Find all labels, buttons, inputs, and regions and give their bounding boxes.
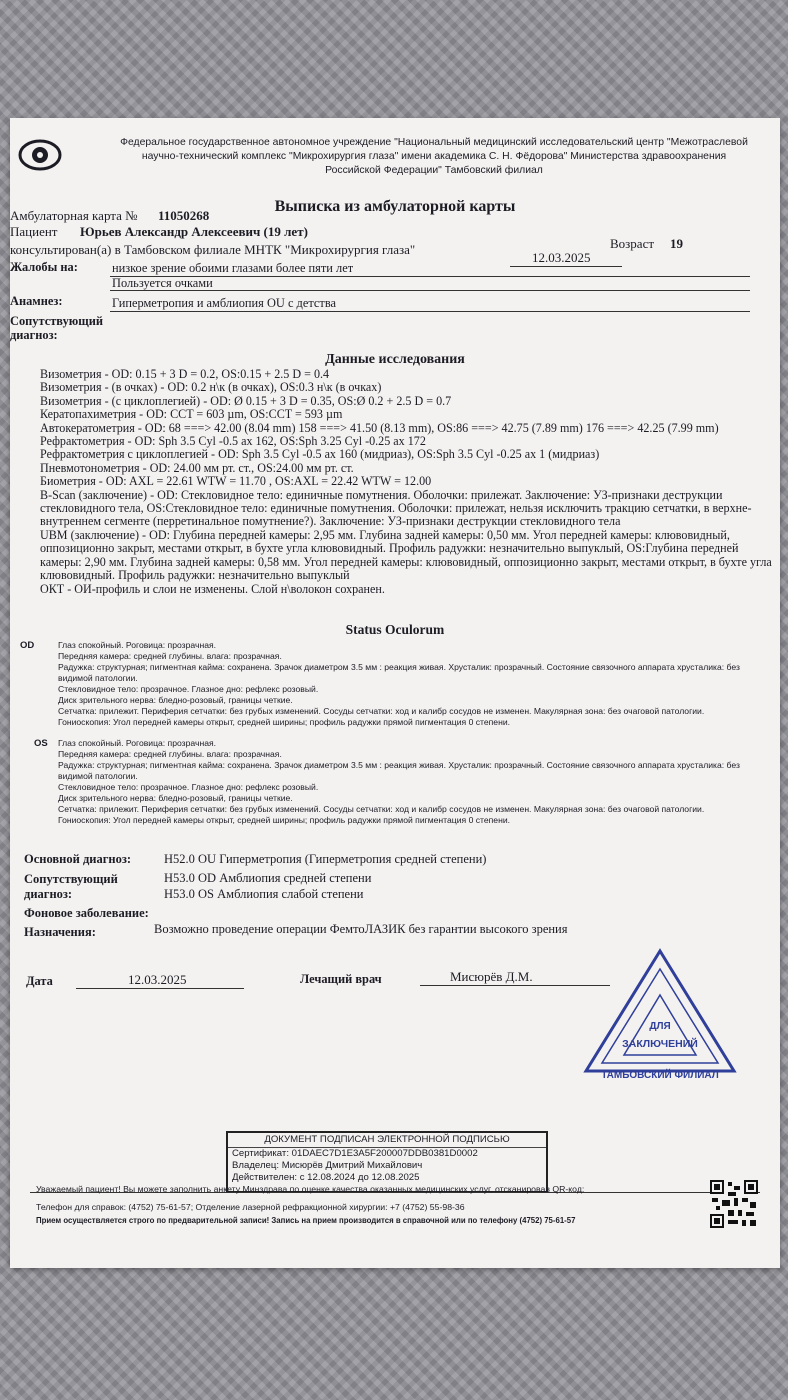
exam-autokeratometry: Автокератометрия - OD: 68 ===> 42.00 (8.04 mm) 158 ===> 41.50 (8.13 mm), OS:86 ===> 42.75 (7.89 mm) 176 ===> 42.25 (7.99 mm)	[40, 420, 719, 435]
age-label: Возраст	[610, 236, 655, 251]
date-underline	[76, 988, 244, 989]
os-line: Передняя камера: средней глубины. влага: прозрачная.	[58, 749, 282, 759]
comorbid-label-2: диагноз:	[10, 328, 58, 342]
signature-certificate: Сертификат: 01DAEC7D1E3A5F200007DDB0381D0002	[232, 1148, 478, 1159]
signature-valid: Действителен: с 12.08.2024 до 12.08.2025	[232, 1172, 420, 1183]
anamnesis-text: Гиперметропия и амблиопия OU с детства	[112, 296, 337, 310]
exam-lines	[40, 368, 775, 596]
org-line-3: Российской Федерации" Тамбовский филиал	[325, 165, 543, 176]
organization-header	[90, 136, 778, 178]
os-line: Диск зрительного нерва: бледно-розовый, границы четкие.	[58, 793, 293, 803]
od-line: Стекловидное тело: прозрачное. Глазное дно: рефлекс розовый.	[58, 684, 319, 694]
exam-visometry-cycloplegia: Визометрия - (с циклоплегией) - OD: Ø 0.15 + 3 D = 0.35, OS:Ø 0.2 + 2.5 D = 0.7	[40, 393, 452, 408]
complaint-underline-2	[110, 290, 750, 291]
od-line: Гониоскопия: Угол передней камеры открыт, средней ширины; профиль радужки прямой пигментация 0 степени.	[58, 717, 511, 727]
exam-visometry: Визометрия - OD: 0.15 + 3 D = 0.2, OS:0.15 + 2.5 D = 0.4	[40, 367, 330, 381]
age-value: 19	[670, 236, 683, 251]
signature-heading: ДОКУМЕНТ ПОДПИСАН ЭЛЕКТРОННОЙ ПОДПИСЬЮ	[228, 1133, 546, 1148]
date-label: Дата	[26, 974, 53, 988]
status-oculorum-title: Status Oculorum	[345, 622, 445, 637]
prescription-label: Назначения:	[24, 925, 96, 939]
od-line: Глаз спокойный. Роговица: прозрачная.	[58, 640, 217, 650]
complaints-label: Жалобы на:	[10, 260, 78, 274]
consult-date-underline	[510, 266, 622, 267]
os-line: Радужка: структурная; пигментная кайма: сохранена. Зрачок диаметром 3.5 мм : реакция живая. Хрусталик: прозрачный. Состояние связочного аппарата хрусталика: без видимой патологии.	[58, 760, 740, 781]
signature-owner: Владелец: Мисюрёв Дмитрий Михайлович	[232, 1160, 423, 1171]
od-label: OD	[20, 640, 35, 651]
exam-visometry-glasses: Визометрия - (в очках) - OD: 0.2 н\к (в очках), OS:0.3 н\к (в очках)	[40, 380, 382, 395]
patient-label: Пациент	[10, 224, 58, 239]
main-diagnosis: H52.0 OU Гиперметропия (Гиперметропия средней степени)	[164, 852, 487, 866]
stamp-line-2: ЗАКЛЮЧЕНИЙ	[622, 1038, 698, 1050]
comorbid-diagnosis-label-1: Сопутствующий	[24, 872, 118, 886]
od-line: Диск зрительного нерва: бледно-розовый, границы четкие.	[58, 695, 293, 705]
os-label: OS	[34, 738, 48, 749]
footer-line-3: Прием осуществляется строго по предварительной записи! Запись на прием производится в справочной или по телефону (4752) 75-61-57	[36, 1216, 576, 1225]
complaint-line-2: Пользуется очками	[112, 276, 213, 290]
official-stamp	[580, 943, 740, 1083]
exam-refractometry: Рефрактометрия - OD: Sph 3.5 Cyl -0.5 ax 162, OS:Sph 3.25 Cyl -0.25 ax 172	[40, 434, 426, 449]
eye-logo-icon	[18, 138, 62, 172]
comorbid-diagnosis-label-2: диагноз:	[24, 887, 73, 901]
org-line-1: Федеральное государственное автономное учреждение "Национальный медицинский исследовательский центр "Межотраслевой	[120, 137, 748, 148]
qr-code-icon[interactable]	[710, 1180, 758, 1228]
stamp-line-3: ТАМБОВСКИЙ ФИЛИАЛ	[601, 1070, 719, 1081]
os-line: Стекловидное тело: прозрачное. Глазное дно: рефлекс розовый.	[58, 782, 319, 792]
prescription-text: Возможно проведение операции ФемтоЛАЗИК без гарантии высокого зрения	[154, 922, 568, 936]
footer-line-2: Телефон для справок: (4752) 75-61-57; Отделение лазерной рефракционной хирургии: +7 (4752) 55-98-36	[36, 1202, 465, 1212]
comorbid-diagnosis-2: H53.0 OS Амблиопия слабой степени	[164, 887, 364, 901]
footer-line-1: Уважаемый пациент! Вы можете заполнить анкету Минздрава по оценке качества оказанных медицинских услуг, отсканировав QR-код:	[36, 1184, 585, 1194]
footer	[36, 1182, 696, 1228]
signoff-date: 12.03.2025	[128, 972, 187, 987]
exam-section-title: Данные исследования	[325, 352, 465, 367]
complaint-line-1: низкое зрение обоими глазами более пяти лет	[112, 261, 354, 275]
od-line: Сетчатка: прилежит. Периферия сетчатки: без грубых изменений. Сосуды сетчатки: ход и калибр сосудов не изменен. Макулярная зона: без очаговой патологии.	[58, 706, 705, 716]
status-od-block	[20, 640, 772, 728]
consulted-text: консультирован(а) в Тамбовском филиале МНТК "Микрохирургия глаза"	[10, 242, 416, 257]
anamnesis-underline	[110, 311, 750, 312]
card-number: 11050268	[158, 208, 210, 223]
anamnesis-label: Анамнез:	[10, 294, 63, 308]
card-label: Амбулаторная карта №	[10, 208, 138, 223]
os-line: Гониоскопия: Угол передней камеры открыт, средней ширины; профиль радужки прямой пигментация 0 степени.	[58, 815, 511, 825]
od-line: Радужка: структурная; пигментная кайма: сохранена. Зрачок диаметром 3.5 мм : реакция живая. Хрусталик: прозрачный. Состояние связочного аппарата хрусталика: без видимой патологии.	[58, 662, 740, 683]
org-line-2: научно-технический комплекс "Микрохирургия глаза" имени академика С. Н. Фёдорова" Министерства здравоохранения	[141, 151, 727, 162]
exam-oct: ОКТ - ОИ-профиль и слои не изменены. Слой н\волокон сохранен.	[40, 581, 385, 596]
background-disease-label: Фоновое заболевание:	[24, 906, 149, 920]
os-line: Сетчатка: прилежит. Периферия сетчатки: без грубых изменений. Сосуды сетчатки: ход и калибр сосудов не изменен. Макулярная зона: без очаговой патологии.	[58, 804, 705, 814]
main-diagnosis-label: Основной диагноз:	[24, 852, 132, 866]
patient-name: Юрьев Александр Алексеевич (19 лет)	[80, 224, 308, 239]
os-line: Глаз спокойный. Роговица: прозрачная.	[58, 738, 217, 748]
document-sheet	[10, 118, 780, 1268]
document-title: Выписка из амбулаторной карты	[274, 198, 516, 215]
exam-refractometry-cycloplegia: Рефрактометрия с циклоплегией - OD: Sph 3.5 Cyl -0.5 ax 160 (мидриаз), OS:Sph 3.5 Cyl -0.25 ax 1 (мидриаз)	[40, 447, 600, 462]
exam-biometry: Биометрия - OD: AXL = 22.61 WTW = 11.70 , OS:AXL = 22.42 WTW = 12.00	[40, 474, 432, 489]
comorbid-diagnosis-1: H53.0 OD Амблиопия средней степени	[164, 871, 372, 885]
comorbid-label-1: Сопутствующий	[10, 314, 103, 328]
status-os-block	[20, 738, 772, 826]
exam-keratopachymetry: Кератопахиметрия - OD: CCT = 603 µm, OS:CCT = 593 µm	[40, 407, 343, 422]
consult-date: 12.03.2025	[532, 250, 591, 265]
od-line: Передняя камера: средней глубины. влага: прозрачная.	[58, 651, 282, 661]
doctor-label: Лечащий врач	[300, 972, 382, 986]
exam-bscan: B-Scan (заключение) - OD: Стекловидное тело: единичные помутнения. Оболочки: прилежат. Заключение: УЗ-признаки деструкции стекловидного тела, OS:Стекловидное тело: единичные помутнения. Оболочки: прилежат, нельзя исключить тракцию сетчатки, в верхне-внутреннем сегменте (пеpретинальное помутнение?). Заключение: УЗ-признаки деструкции стекловидного тела	[40, 487, 752, 529]
doctor-name: Мисюрёв Д.М.	[450, 969, 533, 984]
exam-ubm: UBM (заключение) - OD: Глубина передней камеры: 2,95 мм. Глубина задней камеры: 0,50 мм. Угол передней камеры: клювовидный, оппозиционно закрыт, местами открыт, в бухте угла клювовидный. Профиль радужки: незначительно выпуклый, OS:Глубина передней камеры: 2,90 мм. Глубина задней камеры: 0,58 мм. Угол передней камеры: клювовидный, оппозиционно закрыт, местами открыт, в бухте угла клювовидный. Профиль радужки: незначительно выпуклый	[40, 527, 772, 583]
exam-pneumotonometry: Пневмотонометрия - OD: 24.00 мм рт. ст., OS:24.00 мм рт. ст.	[40, 460, 354, 475]
stamp-line-1: ДЛЯ	[649, 1021, 671, 1032]
